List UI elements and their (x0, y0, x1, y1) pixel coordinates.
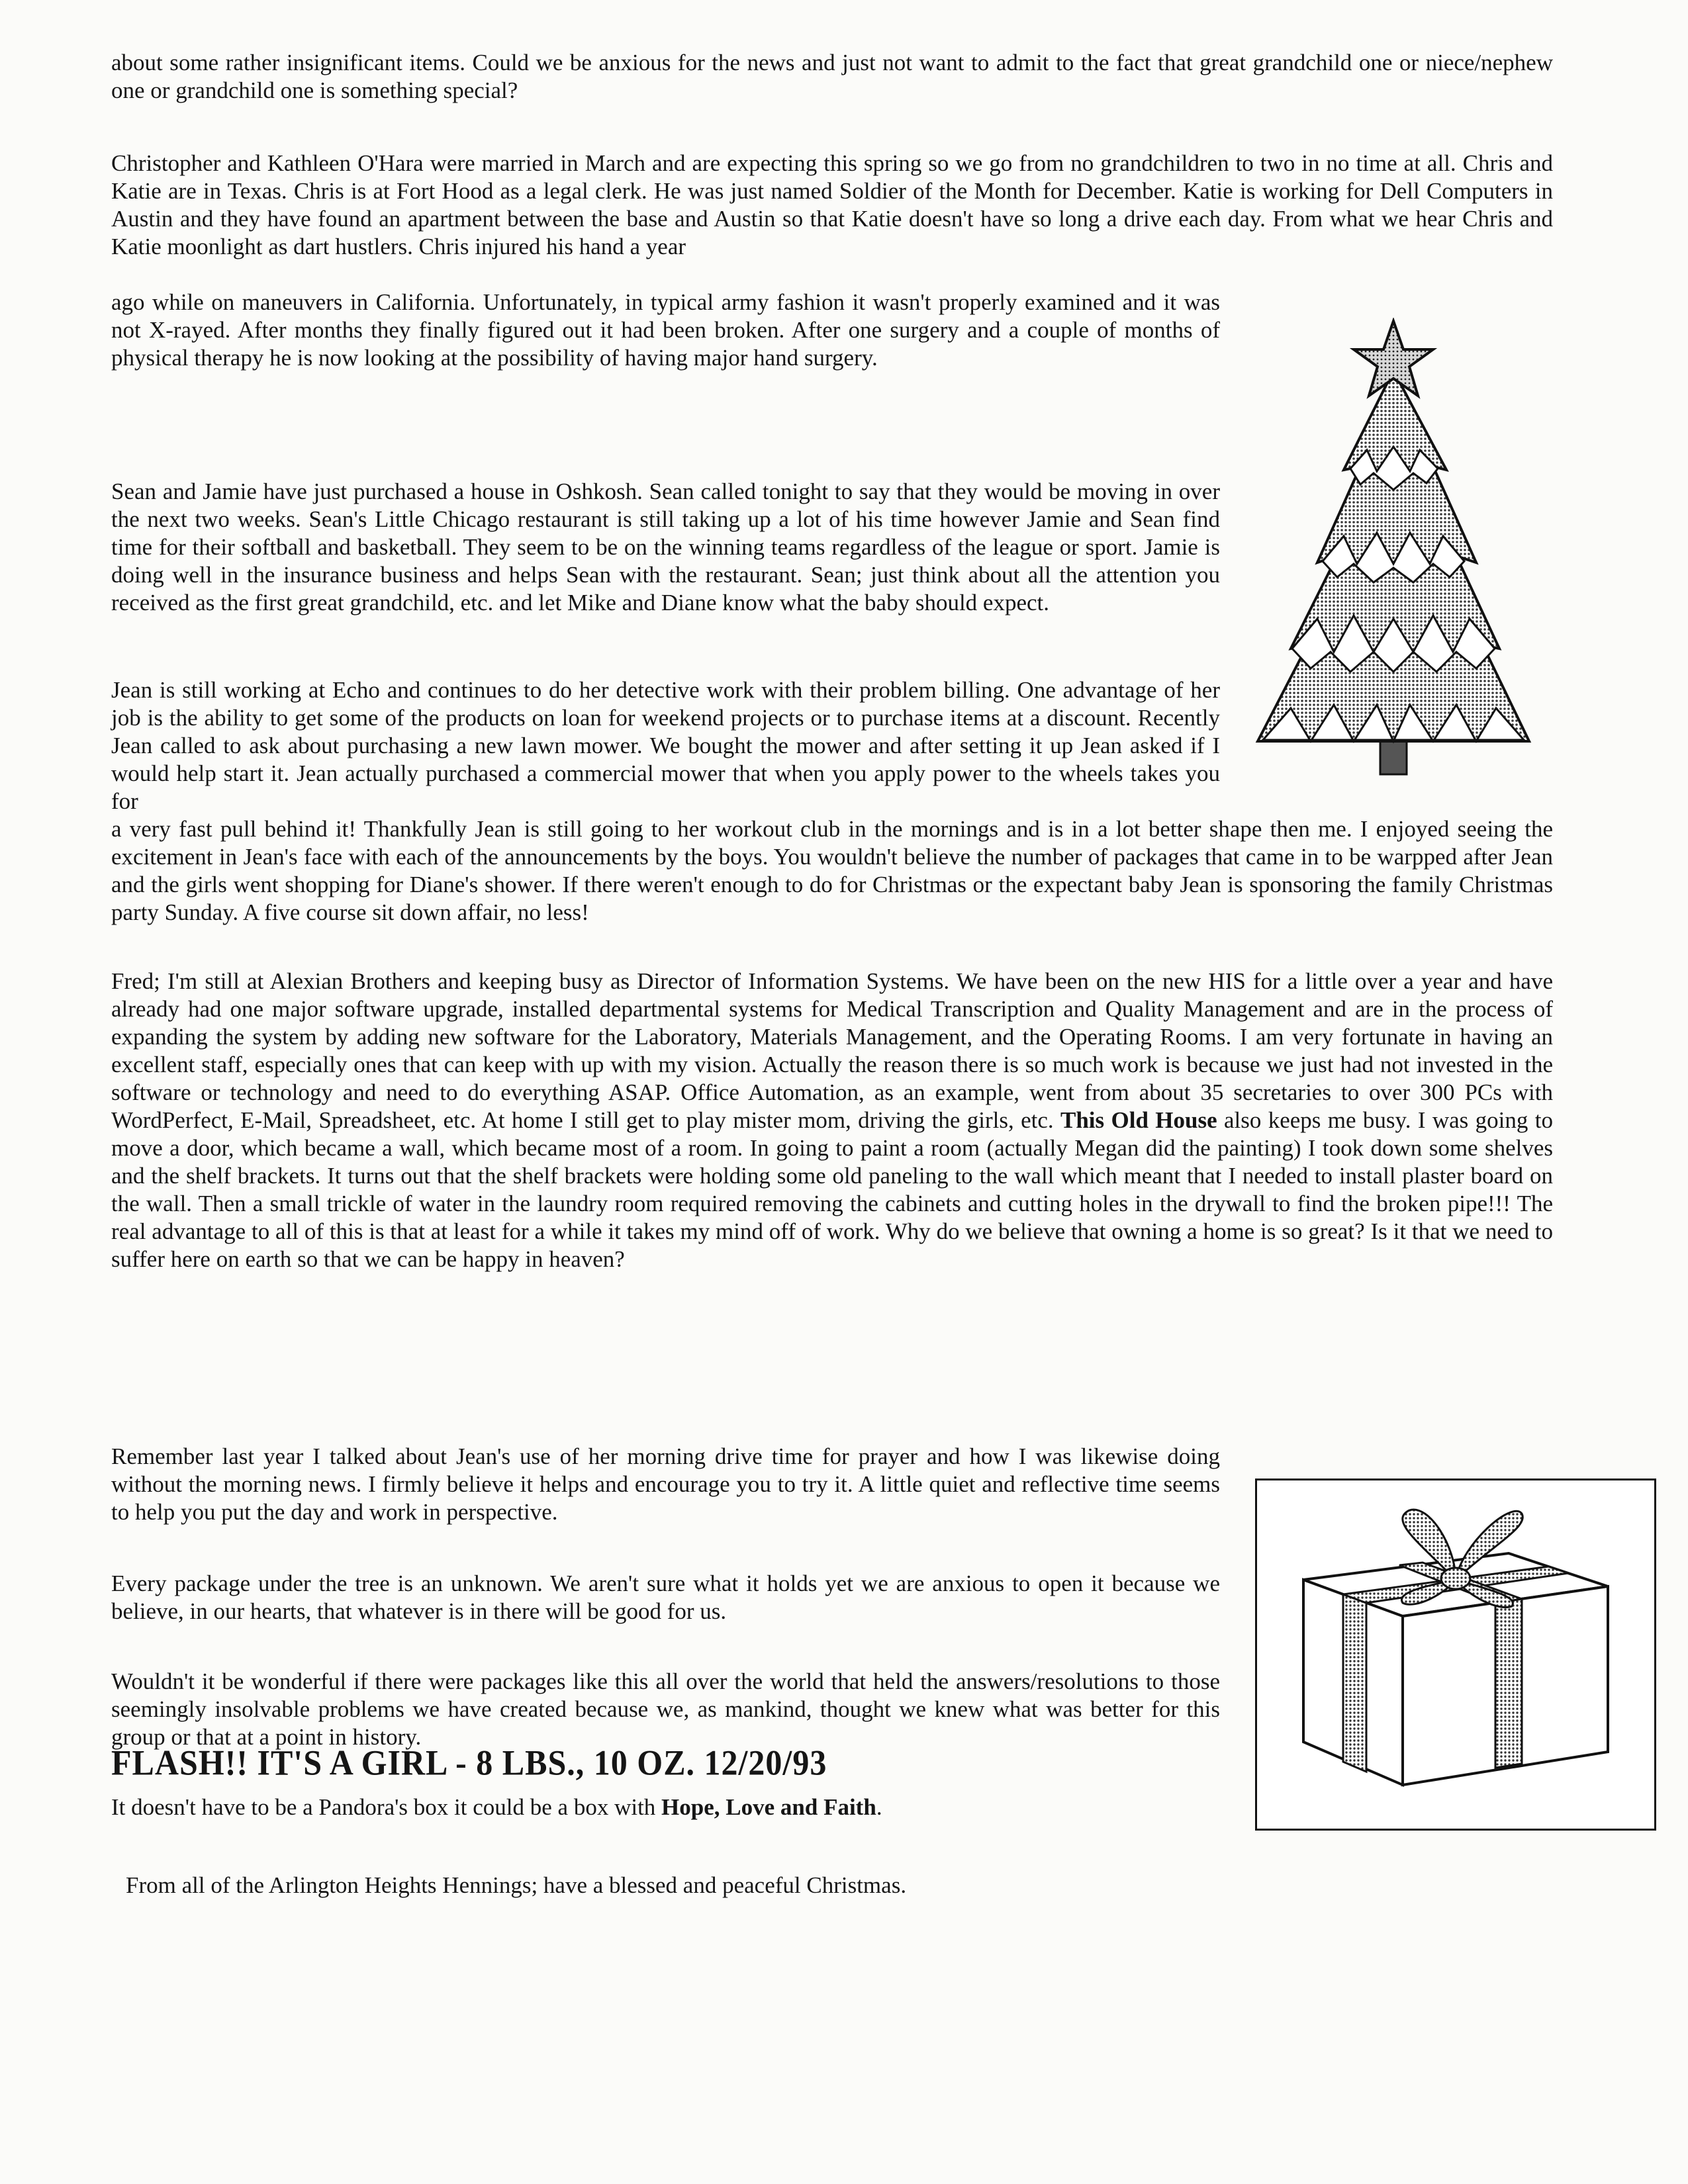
paragraph-anxious-news: about some rather insignificant items. Could we be anxious for the news and just not want to admit to the fact that great grandchild one or niece/nephew one or grandchild one is something special? (111, 50, 1553, 103)
flash-announcement: FLASH!! IT'S A GIRL - 8 LBS., 10 OZ. 12/20/93 (111, 1743, 827, 1783)
paragraph-jean-workout: a very fast pull behind it! Thankfully Jean is still going to her workout club in the mornings and is in a lot better shape then me. I enjoyed seeing the excitement in Jean's face with each of the announcements by the boys. You wouldn't believe the number of packages that came in to be warpped after Jean and the girls went shopping for Diane's shower. If there weren't enough to do for Christmas or the expectant baby Jean is sponsoring the family Christmas party Sunday. A five course sit down affair, no less! (111, 816, 1553, 925)
christmas-tree-illustration (1244, 318, 1556, 781)
paragraph-sean-jamie: Sean and Jamie have just purchased a house in Oshkosh. Sean called tonight to say that they would be moving in over the next two weeks. Sean's Little Chicago restaurant is still taking up a lot of his time however Jamie and Sean find time for their softball and basketball. They seem to be on the winning teams regardless of the league or sport. Jamie is doing well in the insurance business and helps Sean with the restaurant. Sean; just think about all the attention you received as the first great grandchild, etc. and let Mike and Diane know what the baby should expect. (111, 478, 1220, 615)
paragraph-pandora (111, 1794, 1220, 1821)
this-old-house-title: This Old House (1060, 1107, 1217, 1133)
pandora-text-end: . (876, 1794, 882, 1820)
gift-box-illustration (1255, 1479, 1656, 1831)
christmas-tree-icon (1244, 318, 1556, 781)
paragraph-morning-prayer: Remember last year I talked about Jean's use of her morning drive time for prayer and how I was likewise doing without the morning news. I firmly believe it helps and encourage you to try it. A little quiet and reflective time seems to help you put the day and work in perspective. (111, 1443, 1220, 1525)
paragraph-fred-work (111, 968, 1553, 1273)
closing-line: From all of the Arlington Heights Hennings; have a blessed and peaceful Christmas. (126, 1872, 907, 1898)
fred-text-end: also keeps me busy. I was going to move a door, which became a wall, which became most of a room. In going to paint a room (actually Megan did the painting) I took down some shelves and the shelf brackets. It turns out that the shelf brackets were holding some old paneling to the wall which meant that I needed to install plaster board on the wall. Then a small trickle of water in the laundry room required removing the cabinets and cutting holes in the drywall to find the broken pipe!!! The real advantage to all of this is that at least for a while it takes my mind off of work. Why do we believe that owning a home is so great? Is it that we need to suffer here on earth so that we can be happy in heaven? (111, 1107, 1553, 1272)
paragraph-chris-katie: Christopher and Kathleen O'Hara were married in March and are expecting this spring so we go from no grandchildren to two in no time at all. Chris and Katie are in Texas. Chris is at Fort Hood as a legal clerk. He was just named Soldier of the Month for December. Katie is working for Dell Computers in Austin and they have found an apartment between the base and Austin so that Katie doesn't have so long a drive each day. From what we hear Chris and Katie moonlight as dart hustlers. Chris injured his hand a year (111, 150, 1553, 259)
paragraph-jean-echo: Jean is still working at Echo and continues to do her detective work with their problem billing. One advantage of her job is the ability to get some of the products on loan for weekend projects or to purchase items at a discount. Recently Jean called to ask about purchasing a new lawn mower. We bought the mower and after setting it up Jean asked if I would help start it. Jean actually purchased a commercial mower that when you apply power to the wheels takes you for (111, 677, 1220, 814)
paragraph-package-unknown: Every package under the tree is an unknown. We aren't sure what it holds yet we are anxious to open it because we believe, in our hearts, that whatever is in there will be good for us. (111, 1570, 1220, 1624)
paragraph-packages-world: Wouldn't it be wonderful if there were packages like this all over the world that held the answers/resolutions to those seemingly insolvable problems we have created because we, as mankind, thought we knew what was better for this group or that at a point in history. (111, 1668, 1220, 1750)
gift-box-icon (1257, 1480, 1654, 1829)
pandora-text-start: It doesn't have to be a Pandora's box it could be a box with (111, 1794, 662, 1820)
paragraph-chris-hand: ago while on maneuvers in California. Unfortunately, in typical army fashion it wasn't properly examined and it was not X-rayed. After months they finally figured out it had been broken. After one surgery and a couple of months of physical therapy he is now looking at the possibility of having major hand surgery. (111, 289, 1220, 371)
hope-love-faith: Hope, Love and Faith (661, 1794, 876, 1820)
fred-text-start: Fred; I'm still at Alexian Brothers and keeping busy as Director of Information Systems. We have been on the new HIS for a little over a year and have already had one major software upgrade, installed departmental systems for Medical Transcription and Quality Management and are in the process of expanding the system by adding new software for the Laboratory, Materials Management, and the Operating Rooms. I am very fortunate in having an excellent staff, especially ones that can keep with up with my vision. Actually the reason there is so much work is because we just had not invested in the software or technology and need to do everything ASAP. Office Automation, as an example, went from about 35 secretaries to over 300 PCs with WordPerfect, E-Mail, Spreadsheet, etc. At home I still get to play mister mom, driving the girls, etc. (111, 968, 1553, 1133)
